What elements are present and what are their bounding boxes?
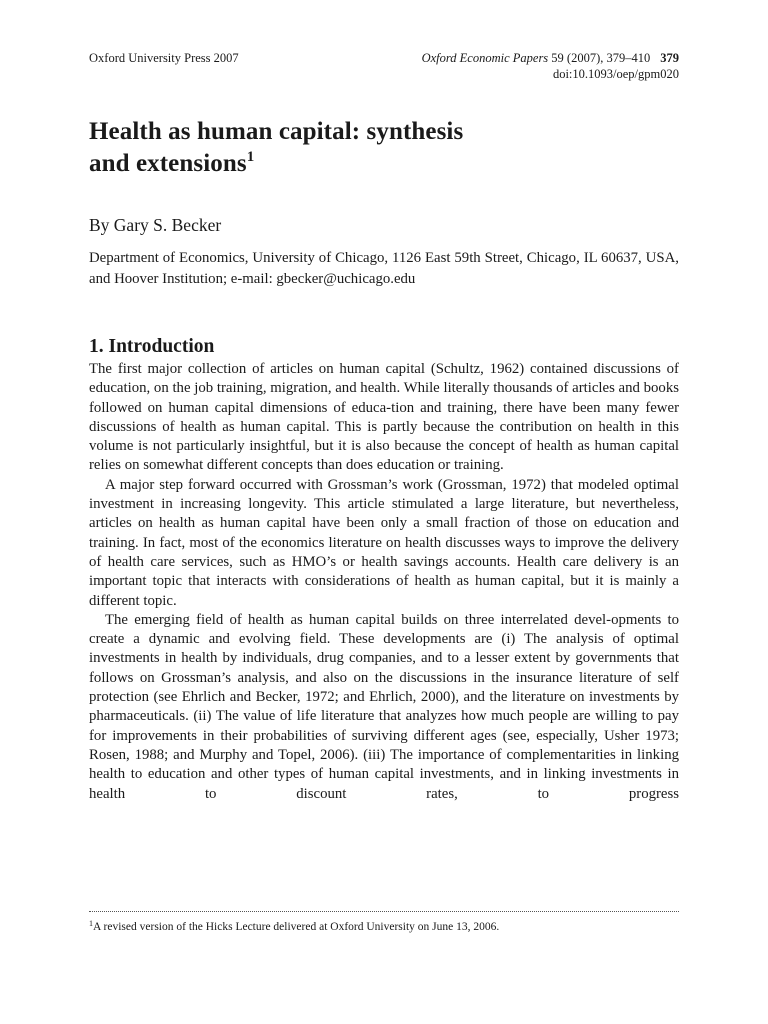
section-body <box>89 360 679 804</box>
title-line-2: and extensions <box>89 150 247 177</box>
article-page <box>89 0 679 1024</box>
footnote-divider <box>89 911 679 912</box>
article-title <box>89 116 679 180</box>
footnote-text: A revised version of the Hicks Lecture delivered at Oxford University on June 13, 2006. <box>93 921 500 933</box>
title-footnote-mark: 1 <box>246 149 255 165</box>
paragraph: A major step forward occurred with Grossman’s work (Grossman, 1972) that modeled optimal investment in increasing longevity. This article stimulated a large literature, but nevertheless, articles on health as human capital have been only a small fraction of those on education and training. In fact, most of the economics literature on health discusses ways to improve the delivery of health care services, such as HMO’s or health savings accounts. Health care delivery is an important topic that interacts with considerations of health as human capital, but it is mainly a different topic. <box>89 476 679 609</box>
paragraph: The emerging field of health as human capital builds on three interrelated devel-opments to create a dynamic and evolving field. These developments are (i) The analysis of optimal investments in health by individuals, drug companies, and to a lesser extent by governments that follows on Grossman’s analysis, and also on the discussions in the insurance literature of self protection (see Ehrlich and Becker, 1972; and Ehrlich, 2000), and the literature on investments by pharmaceuticals. (ii) The value of life literature that analyzes how much people are willing to pay for improvements in their probabilities of surviving different ages (see, especially, Usher 1973; Rosen, 1988; and Murphy and Topel, 2006). (iii) The importance of complementarities in linking health to education and other types of human capital investments, and in linking investments in health to discount rates, to progress <box>89 611 679 802</box>
footnote-mark: 1 <box>89 919 93 928</box>
footnote <box>89 920 679 935</box>
publisher-label: Oxford University Press 2007 <box>89 51 239 65</box>
journal-citation <box>422 50 679 66</box>
section-heading-introduction: 1. Introduction <box>89 336 215 357</box>
author-affiliation: Department of Economics, University of Chicago, 1126 East 59th Street, Chicago, IL 60637, USA, and Hoover Institution; e-mail: gbecker@uchicago.edu <box>89 250 679 287</box>
volume-info: 59 (2007), 379–410 <box>548 51 651 65</box>
journal-name: Oxford Economic Papers <box>421 51 549 65</box>
paragraph: The first major collection of articles on human capital (Schultz, 1962) contained discussions of education, on the job training, migration, and health. While literally thousands of articles and books followed on human capital dimensions of educa-tion and training, there have been many fewer discussions of health as human capital. This is partly because the contribution on health in this volume is not particularly insightful, but it is also because the concept of health as human capital relies on somewhat different concepts than does education or training. <box>89 361 679 474</box>
page-number: 379 <box>660 51 679 65</box>
doi-label: doi:10.1093/oep/gpm020 <box>552 67 679 81</box>
title-line-1: Health as human capital: synthesis <box>89 118 464 145</box>
author-byline: By Gary S. Becker <box>89 215 222 235</box>
